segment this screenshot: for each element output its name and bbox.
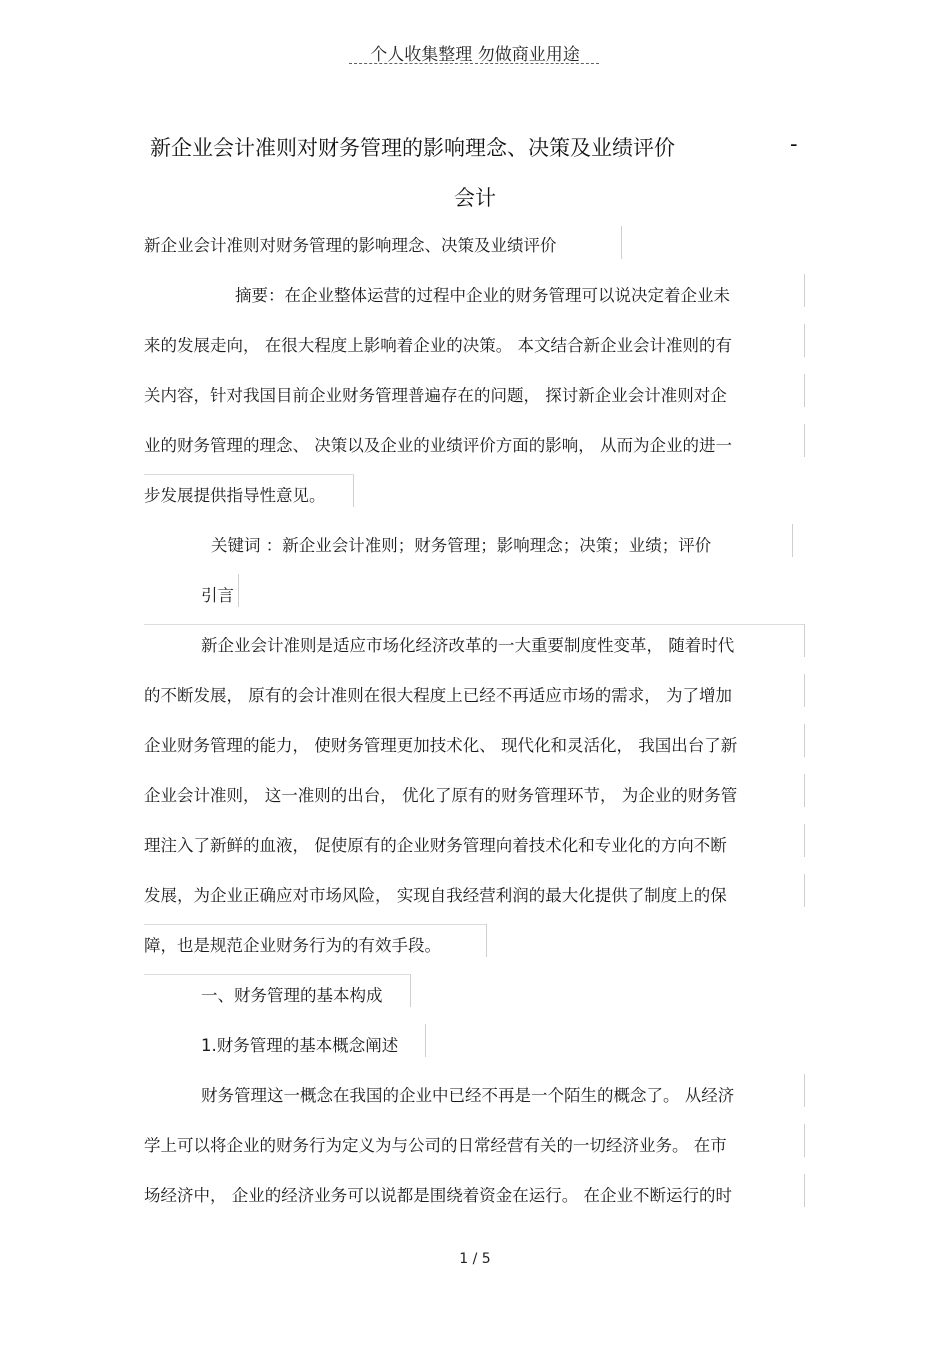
abstract-line: 关内容，针对我国目前企业财务管理普遍存在的问题， 探讨新企业会计准则对企 — [144, 386, 727, 405]
document-title: 新企业会计准则对财务管理的影响理念、决策及业绩评价 — [150, 136, 675, 160]
text-frame-edge — [804, 1074, 805, 1107]
text-frame-edge — [804, 324, 805, 357]
text-frame-edge — [804, 824, 805, 857]
intro-line: 发展，为企业正确应对市场风险， 实现自我经营利润的最大化提供了制度上的保 — [144, 886, 727, 905]
abstract-line: 摘要：在企业整体运营的过程中企业的财务管理可以说决定着企业未 — [235, 286, 730, 305]
subtitle: 新企业会计准则对财务管理的影响理念、决策及业绩评价 — [144, 236, 557, 255]
text-frame-edge — [792, 524, 793, 557]
header-underline — [349, 63, 599, 64]
text-frame-edge — [804, 674, 805, 707]
text-frame-edge — [144, 624, 804, 625]
text-frame-edge — [804, 724, 805, 757]
text-frame-edge — [804, 874, 805, 907]
body-line: 学上可以将企业的财务行为定义为与公司的日常经营有关的一切经济业务。 在市 — [144, 1136, 727, 1155]
intro-line: 企业财务管理的能力， 使财务管理更加技术化、 现代化和灵活化， 我国出台了新 — [144, 736, 738, 755]
intro-line: 理注入了新鲜的血液， 促使原有的企业财务管理向着技术化和专业化的方向不断 — [144, 836, 727, 855]
text-frame-edge — [144, 924, 486, 925]
text-frame-edge — [425, 1024, 426, 1057]
text-frame-edge — [804, 274, 805, 307]
page-number: 1 / 5 — [459, 1251, 491, 1267]
intro-line: 障，也是规范企业财务行为的有效手段。 — [144, 936, 441, 955]
text-frame-edge — [804, 624, 805, 657]
title-dash: - — [790, 132, 798, 156]
abstract-line: 业的财务管理的理念、 决策以及企业的业绩评价方面的影响， 从而为企业的进一 — [144, 436, 732, 455]
text-frame-edge — [238, 574, 239, 607]
intro-line: 新企业会计准则是适应市场化经济改革的一大重要制度性变革， 随着时代 — [201, 636, 735, 655]
body-line: 场经济中， 企业的经济业务可以说都是围绕着资金在运行。 在企业不断运行的时 — [144, 1186, 732, 1205]
body-line: 财务管理这一概念在我国的企业中已经不再是一个陌生的概念了。 从经济 — [201, 1086, 735, 1105]
text-frame-edge — [410, 974, 411, 1007]
abstract-line: 步发展提供指导性意见。 — [144, 486, 326, 505]
text-frame-edge — [621, 226, 622, 259]
intro-line: 企业会计准则， 这一准则的出台， 优化了原有的财务管理环节， 为企业的财务管 — [144, 786, 738, 805]
section-heading: 一、财务管理的基本构成 — [201, 986, 383, 1005]
text-frame-edge — [353, 474, 354, 507]
text-frame-edge — [804, 1124, 805, 1157]
text-frame-edge — [486, 924, 487, 957]
text-frame-edge — [804, 1174, 805, 1207]
text-frame-edge — [804, 774, 805, 807]
page-header: 个人收集整理 勿做商业用途 — [370, 45, 580, 65]
text-frame-edge — [804, 424, 805, 457]
abstract-line: 来的发展走向， 在很大程度上影响着企业的决策。 本文结合新企业会计准则的有 — [144, 336, 732, 355]
document-title-line2: 会计 — [454, 186, 496, 210]
keywords: 关键词 ：新企业会计准则；财务管理；影响理念；决策；业绩；评价 — [211, 536, 712, 555]
intro-heading: 引言 — [201, 586, 234, 605]
intro-line: 的不断发展， 原有的会计准则在很大程度上已经不再适应市场的需求， 为了增加 — [144, 686, 732, 705]
text-frame-edge — [144, 474, 354, 475]
text-frame-edge — [804, 374, 805, 407]
subsection-heading: 1.财务管理的基本概念阐述 — [201, 1036, 399, 1055]
text-frame-edge — [144, 974, 410, 975]
